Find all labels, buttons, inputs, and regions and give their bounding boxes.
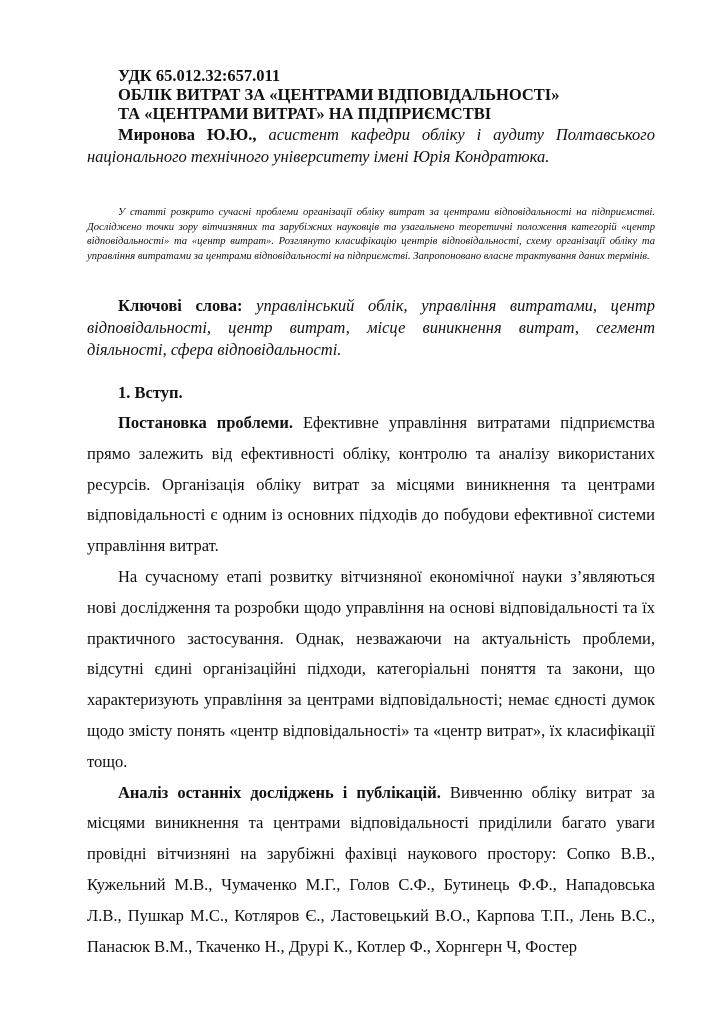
udk-code: УДК 65.012.32:657.011 [118,66,281,85]
author-block [87,124,655,168]
paragraph-context [87,562,655,778]
author-name: Миронова Ю.Ю., [118,125,257,144]
keywords-text: управлінський облік, управління витратами, центр відповідальності, центр витрат, місце виникнення витрат, сегмент діяльності, сфера відповідальності. [87,296,655,359]
paragraph-lead: Аналіз останніх досліджень і публікацій. [118,782,441,802]
paragraph-text: Ефективне управління витратами підприємства прямо залежить від ефективності обліку, контролю та аналізу використаних ресурсів. Організація обліку витрат за місцями виникнення та центрами відповідальності є одним із основних підходів до побудови ефективної системи управління витрат. [87,413,655,556]
paragraph-text: Вивченню обліку витрат за місцями виникнення та центрами відповідальності приділили багато уваги провідні вітчизняні на зарубіжні фахівці наукового простору: Сопко В.В., Кужельний М.В., Чумаченко М.Г., Голов С.Ф., Бутинець Ф.Ф., Нападовська Л.В., Пушкар М.С., Котляров Є., Ластовецький В.О., Карпова Т.П., Лень В.С., Панасюк В.М., Ткаченко Н., Друрі К., Котлер Ф., Хорнгерн Ч, Фостер [87,782,655,956]
section-heading: 1. Вступ. [118,383,183,402]
title-line-2: ТА «ЦЕНТРАМИ ВИТРАТ» НА ПІДПРИЄМСТВІ [118,104,492,123]
body-text [87,408,655,962]
paragraph-text: На сучасному етапі розвитку вітчизняної економічної науки з’являються нові дослідження та розробки щодо управління на основі відповідальності та їх практичного застосування. Однак, незважаючи на актуальність проблеми, відсутні єдині організаційні підходи, категоріальні поняття та закони, що характеризують управління за центрами відповідальності; немає єдності думок щодо змісту понять «центр відповідальності» та «центр витрат», їх класифікації тощо. [87,566,655,771]
keywords-block [87,295,655,361]
title-line-1: ОБЛІК ВИТРАТ ЗА «ЦЕНТРАМИ ВІДПОВІДАЛЬНОСТІ» [118,85,560,104]
article-header [118,66,658,123]
abstract: У статті розкрито сучасні проблеми організації обліку витрат за центрами відповідальності на підприємстві. Досліджено точки зору вітчизняних та зарубіжних науковців та узагальнено теоретичні положення категорій «центр відповідальності» та «центр витрат». Розглянуто класифікацію центрів відповідальності, схему організації обліку та управління витратами за центрами відповідальності на підприємстві. Запропоновано власне трактування даних термінів. [87,207,655,262]
author-affiliation: асистент кафедри обліку і аудиту Полтавського національного технічного університету імені Юрія Кондратюка. [87,125,655,166]
keywords-label: Ключові слова: [118,296,243,315]
paragraph-literature-review [87,778,655,963]
paragraph-problem-statement [87,408,655,562]
paragraph-lead: Постановка проблеми. [118,413,293,432]
